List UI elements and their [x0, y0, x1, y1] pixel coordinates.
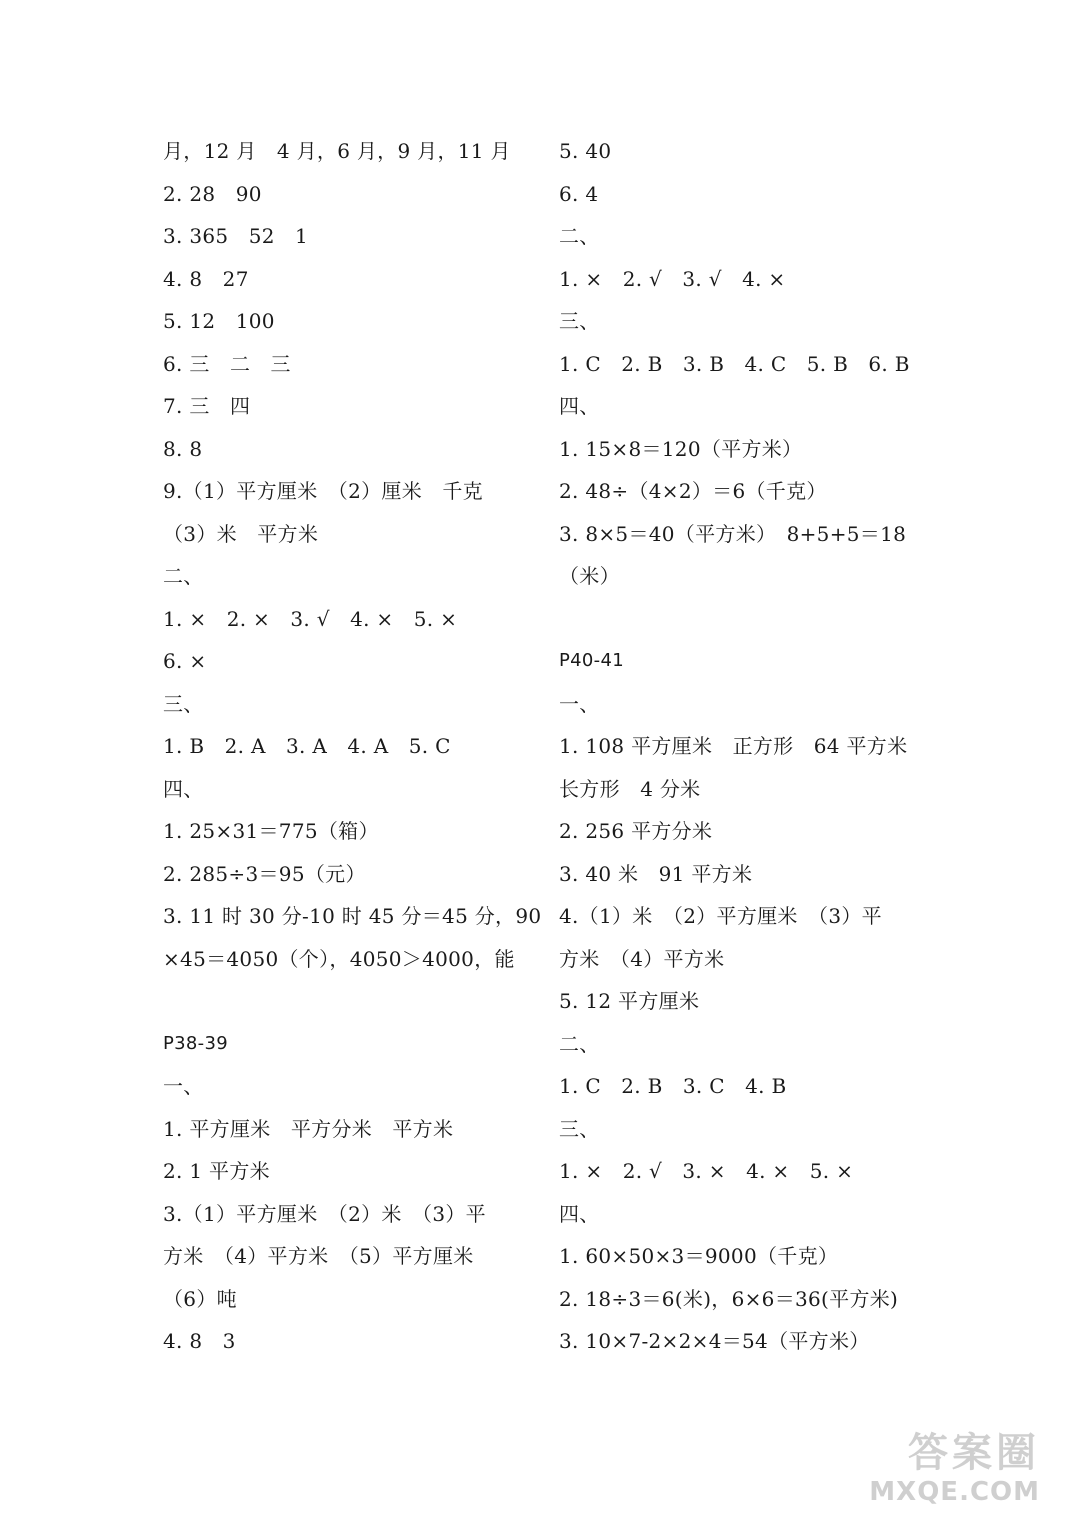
answer-line: 3. 8×5＝40（平方米） 8+5+5＝18: [559, 521, 907, 546]
answer-line: 2. 285÷3＝95（元）: [163, 861, 366, 886]
answer-line: 1. 60×50×3＝9000（千克）: [559, 1244, 839, 1268]
answer-line: 三、: [559, 309, 600, 333]
answer-line: 4. 8 27: [163, 266, 249, 291]
answer-line: 1. 25×31＝775（箱）: [163, 819, 379, 843]
answer-line: 3. 365 52 1: [163, 224, 309, 248]
answer-line: 1. × 2. √ 3. √ 4. ×: [559, 266, 786, 291]
answer-line: 1. C 2. B 3. B 4. C 5. B 6. B: [559, 351, 910, 376]
answer-line: 四、: [559, 394, 600, 418]
answer-line: 1. C 2. B 3. C 4. B: [559, 1074, 787, 1098]
answer-line: 月，12 月 4 月，6 月，9 月，11 月: [163, 139, 511, 163]
answer-line: 三、: [559, 1116, 600, 1141]
answer-line: 二、: [559, 1031, 600, 1056]
answer-line: 长方形 4 分米: [559, 776, 701, 801]
answer-line: 3. 11 时 30 分-10 时 45 分＝45 分，90: [163, 904, 542, 928]
answer-line: 1. 15×8＝120（平方米）: [559, 436, 803, 461]
watermark-url: MXQE.COM: [869, 1477, 1040, 1507]
blank-line: [559, 598, 929, 641]
answer-line: （6）吨: [163, 1286, 237, 1311]
answer-line: 1. 平方厘米 平方分米 平方米: [163, 1116, 454, 1141]
page-range-heading: P40-41: [559, 650, 624, 671]
answer-column-right: [559, 130, 929, 1363]
answer-line: ×45＝4050（个），4050＞4000，能: [163, 946, 515, 971]
answer-line: 9.（1）平方厘米 （2）厘米 千克: [163, 479, 483, 503]
answer-line: 7. 三 四: [163, 394, 251, 418]
answer-line: 3. 40 米 91 平方米: [559, 861, 753, 886]
answer-line: 四、: [559, 1201, 600, 1226]
answer-line: 3. 10×7-2×2×4＝54（平方米）: [559, 1329, 870, 1353]
answer-line: （米）: [559, 564, 620, 588]
answer-line: 一、: [559, 691, 600, 716]
answer-line: 2. 256 平方分米: [559, 819, 713, 843]
answer-line: 1. × 2. × 3. √ 4. × 5. ×: [163, 606, 458, 631]
answer-line: 3.（1）平方厘米 （2）米 （3）平: [163, 1201, 486, 1226]
answer-line: 四、: [163, 776, 204, 801]
answer-line: 1. 108 平方厘米 正方形 64 平方米: [559, 734, 908, 758]
answer-line: 方米 （4）平方米: [559, 946, 725, 971]
answer-line: 二、: [163, 564, 204, 588]
answer-line: 一、: [163, 1074, 204, 1098]
answer-line: 6. 三 二 三: [163, 351, 291, 376]
answer-line: 5. 40: [559, 139, 612, 163]
answer-column-left: [163, 130, 542, 1363]
watermark-logo: [850, 1429, 1040, 1519]
answer-line: 5. 12 100: [163, 309, 275, 333]
answer-line: 1. × 2. √ 3. × 4. × 5. ×: [559, 1159, 854, 1183]
blank-line: [163, 980, 533, 1023]
answer-line: 三、: [163, 691, 204, 716]
answer-line: 5. 12 平方厘米: [559, 989, 700, 1013]
answer-line: 4. 8 3: [163, 1329, 236, 1353]
answer-line: 2. 48÷（4×2）＝6（千克）: [559, 479, 827, 503]
answer-line: （3）米 平方米: [163, 521, 319, 546]
answer-line: 8. 8: [163, 436, 203, 461]
answer-line: 2. 28 90: [163, 181, 262, 206]
answer-line: 1. B 2. A 3. A 4. A 5. C: [163, 734, 451, 758]
watermark-title: 答案圈: [908, 1430, 1040, 1476]
answer-line: 6. ×: [163, 649, 207, 673]
answer-line: 4.（1）米 （2）平方厘米 （3）平: [559, 904, 882, 928]
answer-line: 2. 18÷3＝6(米)，6×6＝36(平方米): [559, 1286, 899, 1311]
answer-line: 2. 1 平方米: [163, 1159, 270, 1183]
page-range-heading: P38-39: [163, 1032, 228, 1054]
answer-line: 6. 4: [559, 181, 599, 206]
answer-line: 方米 （4）平方米 （5）平方厘米: [163, 1244, 474, 1268]
answer-line: 二、: [559, 224, 600, 248]
